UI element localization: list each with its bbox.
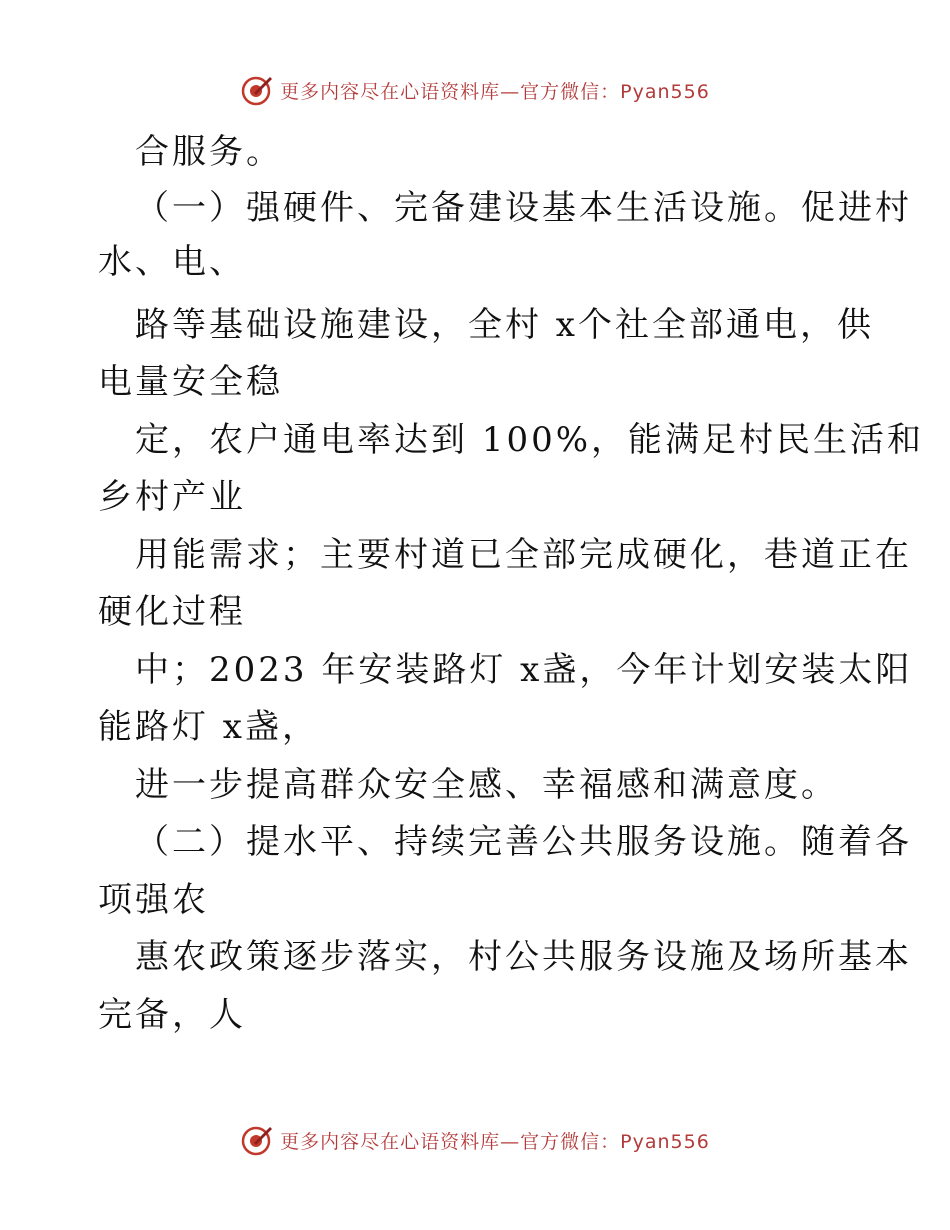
- text-line: 完备，人: [98, 995, 246, 1035]
- text-line: 能路灯 x盏，: [98, 707, 319, 747]
- header-banner-text: 更多内容尽在心语资料库—官方微信：Pyan556: [280, 80, 710, 103]
- text-line: 水、电、: [98, 242, 246, 282]
- footer-wechat-id: Pyan556: [620, 1130, 710, 1153]
- text-line: 中；2023 年安装路灯 x盏，今年计划安装太阳: [135, 650, 913, 690]
- text-line: 硬化过程: [98, 592, 246, 632]
- text-line: 用能需求；主要村道已全部完成硬化，巷道正在: [135, 535, 912, 575]
- footer-banner: [0, 1120, 950, 1160]
- text-line: 路等基础设施建设，全村 x个社全部通电，供: [135, 305, 874, 345]
- quill-logo-icon: [240, 1123, 274, 1157]
- header-banner: [0, 70, 950, 110]
- text-line: （二）提水平、持续完善公共服务设施。随着各: [135, 822, 912, 862]
- header-wechat-id: Pyan556: [620, 80, 710, 103]
- text-line: 合服务。: [135, 132, 283, 172]
- text-line: 项强农: [98, 880, 209, 920]
- text-line: 乡村产业: [98, 477, 246, 517]
- text-line: （一）强硬件、完备建设基本生活设施。促进村: [135, 188, 912, 228]
- text-line: 定，农户通电率达到 100%，能满足村民生活和: [135, 420, 925, 460]
- quill-logo-icon: [240, 73, 274, 107]
- text-line: 进一步提高群众安全感、幸福感和满意度。: [135, 765, 838, 805]
- text-line: 惠农政策逐步落实，村公共服务设施及场所基本: [135, 937, 912, 977]
- text-line: 电量安全稳: [98, 362, 283, 402]
- footer-banner-text: 更多内容尽在心语资料库—官方微信：Pyan556: [280, 1130, 710, 1153]
